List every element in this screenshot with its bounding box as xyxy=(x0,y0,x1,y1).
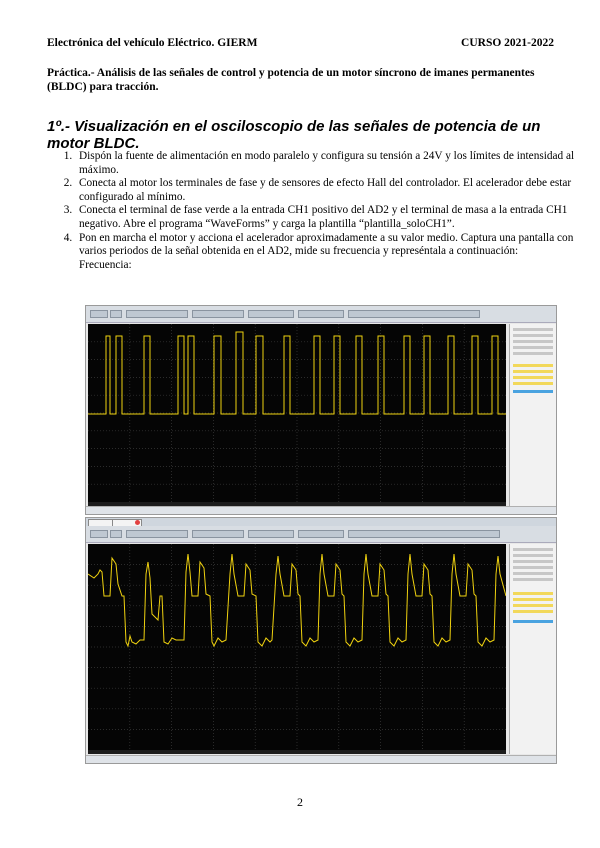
instruction-step-1: 1. Dispón la fuente de alimentación en modo paralelo y configura su tensión a 24V y los límites de intensidad al máximo. xyxy=(75,150,587,177)
panel-row xyxy=(513,346,553,349)
waveform-plot xyxy=(88,324,506,502)
scope-toolbar xyxy=(86,306,556,323)
panel-row xyxy=(513,560,553,563)
scope-grid xyxy=(88,544,506,750)
base-field xyxy=(298,530,344,538)
panel-row xyxy=(513,328,553,331)
channel-panel xyxy=(509,324,556,506)
scope-toolbar xyxy=(86,526,556,543)
scope-screen xyxy=(88,324,506,502)
panel-row xyxy=(513,334,553,337)
trigger-mode-select xyxy=(126,310,188,318)
ch1-trace xyxy=(88,554,506,646)
section-title: 1º.- Visualización en el osciloscopio de las señales de potencia de un motor BLDC. xyxy=(47,118,541,152)
single-button xyxy=(110,530,122,538)
instruction-step-2: 2. Conecta al motor los terminales de fase y de sensores de efecto Hall del controlador. El acelerador debe estar configurado al mínimo. xyxy=(75,177,587,204)
instruction-step-3: 3. Conecta el terminal de fase verde a la entrada CH1 positivo del AD2 y el terminal de masa a la entrada CH1 negativo. Abre el programa “WaveForms” y carga la plantilla “plantilla_soloCH1”. xyxy=(75,204,587,231)
channel1-settings xyxy=(513,592,553,595)
channel1-settings xyxy=(513,370,553,373)
selected-channel-row xyxy=(513,620,553,623)
instruction-list xyxy=(47,150,587,272)
instruction-step-4-text: Pon en marcha el motor y acciona el acelerador aproximadamente a su valor medio. Captura una pantalla con varios periodos de la señal obtenida en el AD2, mide su frecuencia y represéntala a continuación: xyxy=(79,231,574,258)
trigger-source-select xyxy=(192,310,244,318)
single-button xyxy=(110,310,122,318)
close-icon xyxy=(135,520,140,525)
channel1-settings xyxy=(513,364,553,367)
practice-title: Práctica.- Análisis de las señales de control y potencia de un motor síncrono de imanes permanentes (BLDC) para tracción. xyxy=(47,67,535,93)
time-axis xyxy=(88,750,506,754)
panel-row xyxy=(513,340,553,343)
panel-row xyxy=(513,352,553,355)
channel1-settings xyxy=(513,598,553,601)
run-button xyxy=(90,530,108,538)
panel-row xyxy=(513,554,553,557)
waveform-plot xyxy=(88,544,506,750)
page-number: 2 xyxy=(297,795,303,809)
channel1-settings xyxy=(513,376,553,379)
status-bar xyxy=(86,755,556,763)
scope-screen xyxy=(88,544,506,750)
instruction-step-4 xyxy=(75,232,587,273)
selected-channel-row xyxy=(513,390,553,393)
channel1-settings xyxy=(513,610,553,613)
base-field xyxy=(298,310,344,318)
tab-strip xyxy=(86,518,556,526)
measure-toolbar xyxy=(348,310,480,318)
measure-toolbar xyxy=(348,530,500,538)
panel-row xyxy=(513,572,553,575)
header-course-title: Electrónica del vehículo Eléctrico. GIERM xyxy=(47,37,258,49)
panel-row xyxy=(513,566,553,569)
channel1-settings xyxy=(513,382,553,385)
position-field xyxy=(248,310,294,318)
channel-panel xyxy=(509,544,556,754)
run-button xyxy=(90,310,108,318)
status-bar xyxy=(86,506,556,514)
channel1-settings xyxy=(513,604,553,607)
header-academic-year: CURSO 2021-2022 xyxy=(461,37,554,49)
oscilloscope-screenshot-phase-voltage xyxy=(85,517,557,764)
panel-row xyxy=(513,578,553,581)
frequency-label: Frecuencia: xyxy=(79,258,132,271)
oscilloscope-screenshot-square-wave xyxy=(85,305,557,515)
trigger-mode-select xyxy=(126,530,188,538)
scope-grid xyxy=(88,324,506,502)
panel-row xyxy=(513,548,553,551)
position-field xyxy=(248,530,294,538)
trigger-source-select xyxy=(192,530,244,538)
